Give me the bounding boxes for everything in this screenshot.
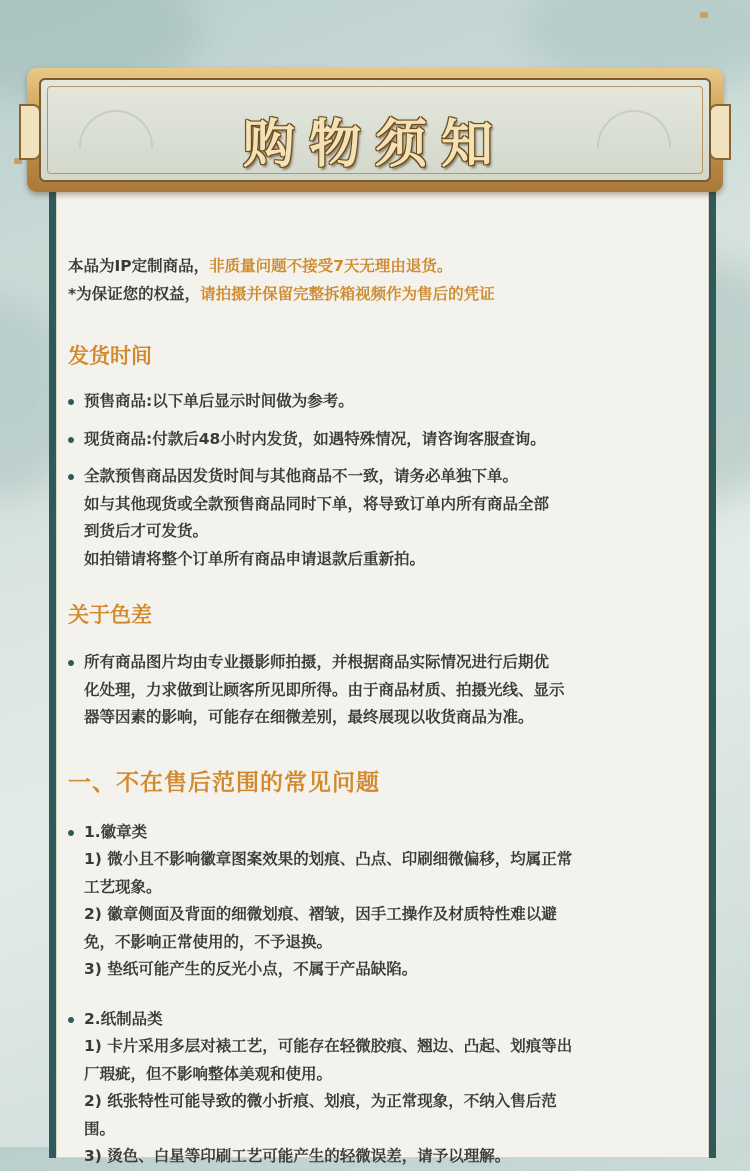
list-item-text: 如拍错请将整个订单所有商品申请退款后重新拍。 <box>84 549 426 568</box>
list-item-text: 3) 垫纸可能产生的反光小点，不属于产品缺陷。 <box>84 960 418 978</box>
list-item-text: 预售商品:以下单后显示时间做为参考。 <box>84 392 354 410</box>
list-item <box>68 426 688 454</box>
intro-line-1 <box>68 252 688 280</box>
banner-ornament-right <box>709 104 731 160</box>
list-item-text: 围。 <box>84 1119 116 1138</box>
list-item-text: 2) 徽章侧面及背面的细微划痕、褶皱，因手工操作及材质特性难以避 <box>84 905 557 923</box>
notice-content <box>68 252 688 1171</box>
shipping-list <box>68 388 688 573</box>
section-heading-after-sales: 一、不在售后范围的常见问题 <box>68 768 380 796</box>
list-item-text: 1) 微小且不影响徽章图案效果的划痕、凸点、印刷细微偏移，均属正常 <box>84 850 573 868</box>
list-item <box>68 1006 688 1171</box>
list-item-text: 全款预售商品因发货时间与其他商品不一致，请务必单独下单。 <box>84 467 519 485</box>
intro-highlight: 非质量问题不接受7天无理由退货。 <box>209 257 453 275</box>
section-heading-color: 关于色差 <box>68 602 152 627</box>
list-item-text: 如与其他现货或全款预售商品同时下单，将导致订单内所有商品全部 <box>84 494 550 513</box>
list-item-text: 厂瑕疵，但不影响整体美观和使用。 <box>84 1064 333 1083</box>
category-title: 1.徽章类 <box>84 822 148 841</box>
title-banner <box>27 68 723 192</box>
intro-line-2 <box>68 280 688 308</box>
list-item-text: 到货后才可发货。 <box>84 522 209 540</box>
list-item-text: 化处理，力求做到让顾客所见即所得。由于商品材质、拍摄光线、显示 <box>84 680 565 699</box>
banner-plaque <box>39 78 711 182</box>
list-item-text: 工艺现象。 <box>84 877 162 896</box>
list-item-text: 免，不影响正常使用的，不予退换。 <box>84 932 333 951</box>
color-list <box>68 649 688 732</box>
section-heading-shipping: 发货时间 <box>68 343 152 368</box>
banner-ornament-left <box>19 104 41 160</box>
intro-text: 本品为IP定制商品， <box>68 257 210 275</box>
category-title: 2.纸制品类 <box>84 1009 163 1028</box>
intro-highlight: 请拍摄并保留完整拆箱视频作为售后的凭证 <box>200 285 495 303</box>
gold-fleck-decoration <box>700 12 708 18</box>
list-item <box>68 463 688 573</box>
list-item-text: 所有商品图片均由专业摄影师拍摄，并根据商品实际情况进行后期优 <box>84 653 550 671</box>
list-item-text: 1) 卡片采用多层对裱工艺，可能存在轻微胶痕、翘边、凸起、划痕等出 <box>84 1037 573 1055</box>
list-item <box>68 649 688 732</box>
list-item-text: 3) 烫色、白星等印刷工艺可能产生的轻微误差，请予以理解。 <box>84 1147 511 1165</box>
intro-text: *为保证您的权益， <box>68 285 201 303</box>
list-item <box>68 819 688 984</box>
list-item-text: 2) 纸张特性可能导致的微小折痕、划痕，为正常现象，不纳入售后范 <box>84 1092 557 1110</box>
list-item-text: 现货商品:付款后48小时内发货，如遇特殊情况，请咨询客服查询。 <box>84 429 546 448</box>
list-item-text: 器等因素的影响，可能存在细微差别，最终展现以收货商品为准。 <box>84 708 534 726</box>
list-item <box>68 388 688 416</box>
page-title: 购物须知 <box>242 114 507 175</box>
after-sales-list <box>68 819 688 1171</box>
